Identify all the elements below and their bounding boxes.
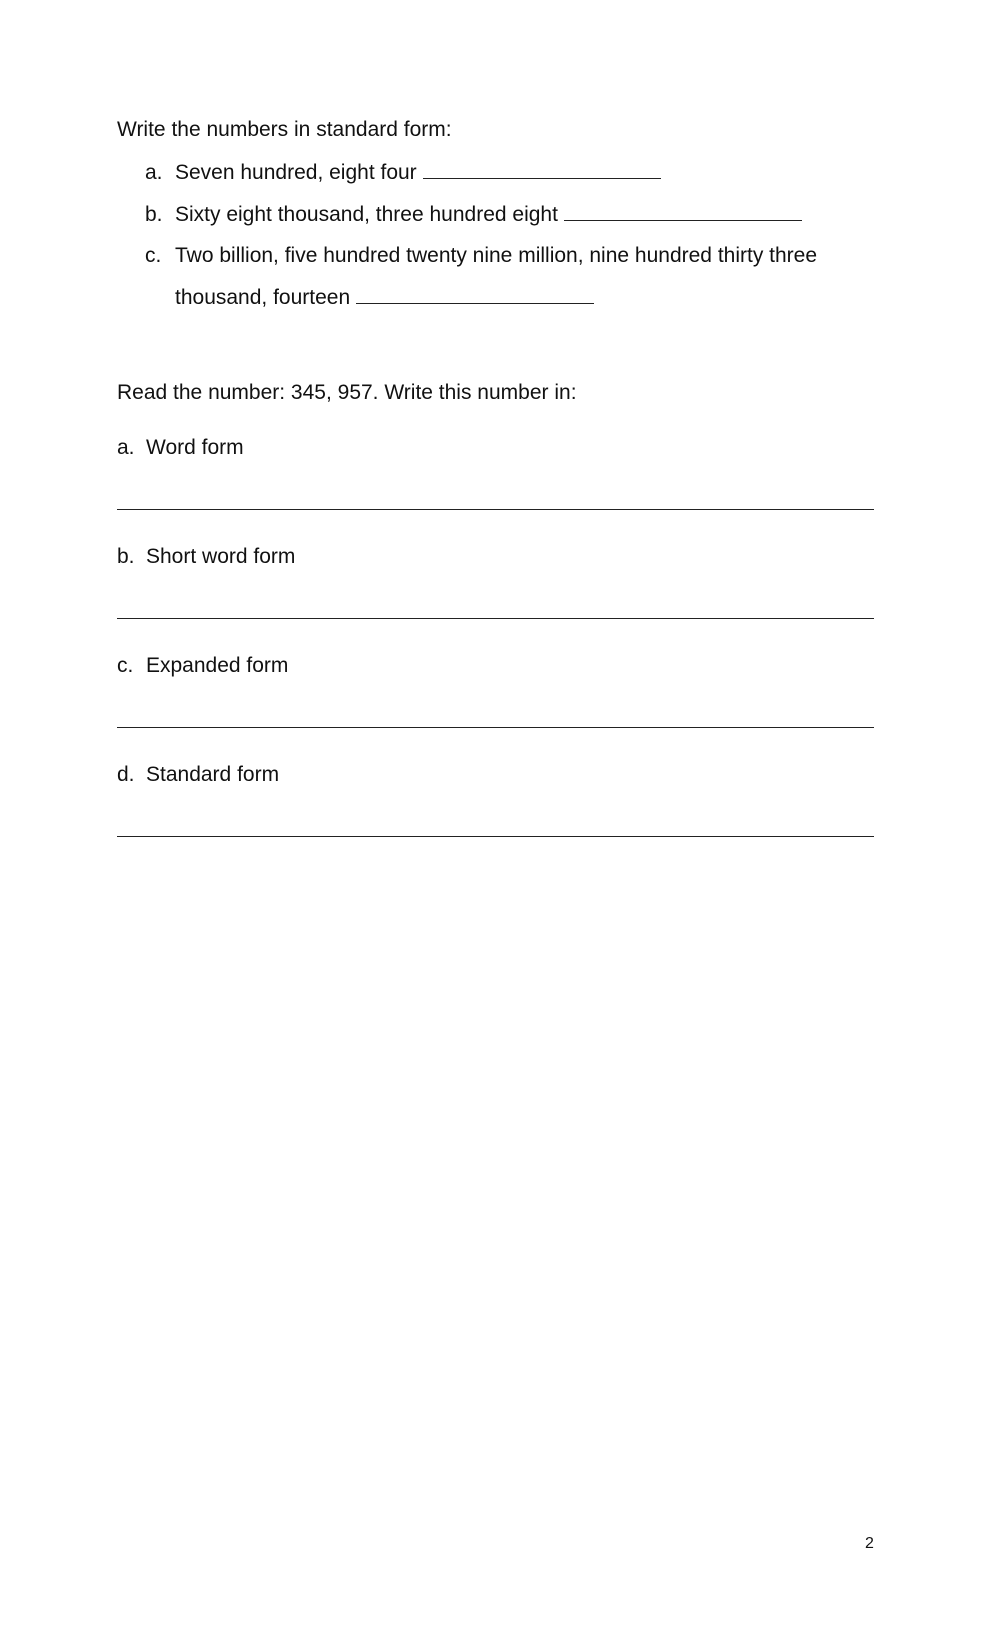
item-marker: b.	[117, 545, 135, 568]
item-c-text: Two billion, five hundred twenty nine million, nine hundred thirty three	[175, 244, 818, 267]
item-b-text: Sixty eight thousand, three hundred eight	[175, 203, 558, 226]
standard-form-label: Standard form	[146, 763, 280, 786]
item-marker: d.	[117, 763, 135, 786]
page-number: 2	[865, 1535, 874, 1552]
section2-heading: Read the number: 345, 957. Write this number in:	[117, 381, 577, 404]
answer-line-word-form[interactable]	[117, 509, 874, 510]
short-word-form-label: Short word form	[146, 545, 296, 568]
answer-line-expanded-form[interactable]	[117, 727, 874, 728]
item-c-row-cont	[175, 285, 594, 311]
item-marker: b.	[145, 203, 163, 226]
item-marker: a.	[117, 436, 135, 459]
section1-heading: Write the numbers in standard form:	[117, 118, 452, 141]
answer-line-short-word-form[interactable]	[117, 618, 874, 619]
answer-blank-a[interactable]	[423, 160, 661, 179]
word-form-label: Word form	[146, 436, 244, 459]
item-b-row	[175, 202, 802, 228]
item-c-text-cont: thousand, fourteen	[175, 286, 351, 309]
answer-line-standard-form[interactable]	[117, 836, 874, 837]
item-marker: a.	[145, 161, 163, 184]
item-a-row	[175, 160, 661, 186]
expanded-form-label: Expanded form	[146, 654, 289, 677]
item-marker: c.	[117, 654, 134, 677]
item-a-text: Seven hundred, eight four	[175, 161, 417, 184]
item-marker: c.	[145, 244, 162, 267]
answer-blank-b[interactable]	[564, 202, 802, 221]
answer-blank-c[interactable]	[356, 285, 594, 304]
